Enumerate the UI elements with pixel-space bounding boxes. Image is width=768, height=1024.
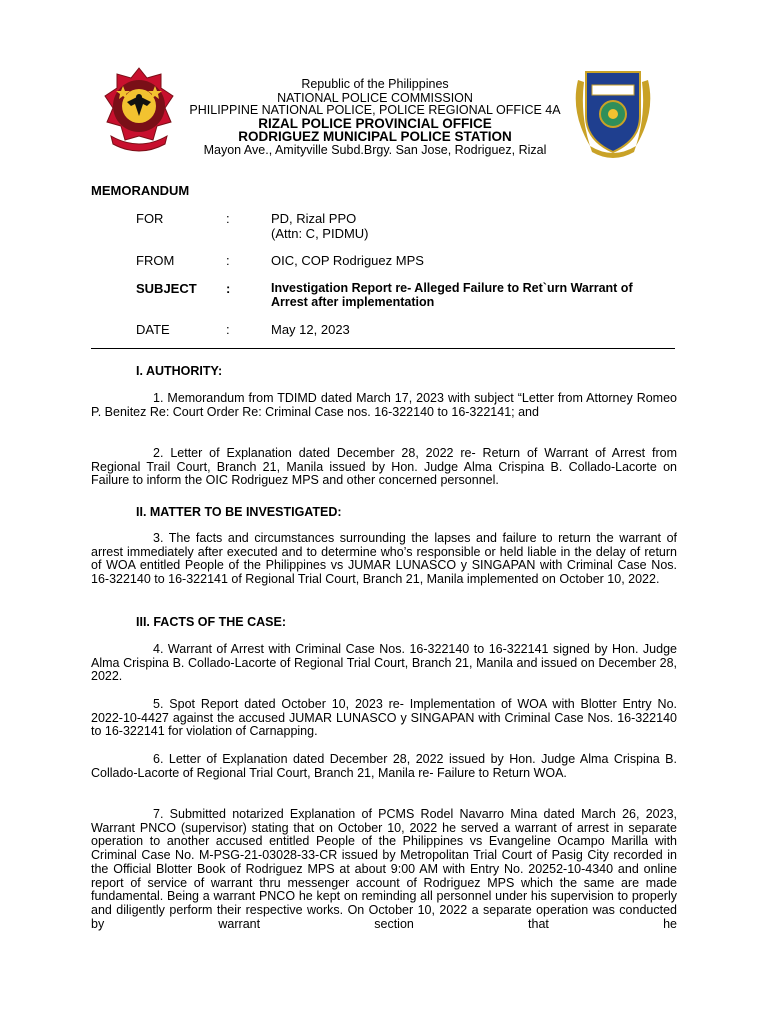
paragraph-5: 5. Spot Report dated October 10, 2023 re- Implementation of WOA with Blotter Entry No. 2022-10-4427 against the accused JUMAR LUNASCO y SINGAPAN with Criminal Case Nos. 16-322140 to 16-322141 for violation of Carnapping. bbox=[91, 697, 677, 739]
for-label: FOR bbox=[136, 211, 164, 226]
for-value-1: PD, Rizal PPO bbox=[271, 211, 357, 226]
date-value: May 12, 2023 bbox=[271, 322, 350, 337]
paragraph-3: 3. The facts and circumstances surrounding the lapses and failure to return the warrant of arrest immediately after executed and to determine who’s responsible or held liable in the delay of return of WOA entitled People of the Philippines vs JUMAR LUNASCO y SINGAPAN with Criminal Case Nos. 16-322140 to 16-322141 of Regional Trial Court, Branch 21, Manila implemented on October 10, 2022. bbox=[91, 531, 677, 587]
header-address: Mayon Ave., Amityville Subd.Brgy. San Jose, Rodriguez, Rizal bbox=[203, 143, 547, 157]
section-facts: III. FACTS OF THE CASE: bbox=[136, 615, 287, 629]
header-republic: Republic of the Philippines bbox=[301, 77, 449, 91]
header-pnp-regional: PHILIPPINE NATIONAL POLICE, POLICE REGIONAL OFFICE 4A bbox=[189, 103, 561, 117]
paragraph-7: 7. Submitted notarized Explanation of PCMS Rodel Navarro Mina dated March 26, 2023, Warrant PNCO (supervisor) stating that on October 10, 2022 he served a warrant of arrest in separate operation to another accused entitled People of the Philippines vs Evangeline Ocampo Marilla with Criminal Case No. M-PSG-21-03028-33-CR issued by Metropolitan Trial Court of Pasig City recorded in the Official Blotter Book of Rodriguez MPS at about 9:00 AM with Entry No. 20252-10-4340 and online report of service of warrant thru messenger account of Rodriguez MPS which the same are made fundamental. Being a warrant PNCO he kept on reminding all personnel under his supervision to properly and diligently perform their respective works. On October 10, 2022 a separate operation was conducted by warrant section that he bbox=[91, 807, 677, 931]
header-municipal-station: RODRIGUEZ MUNICIPAL POLICE STATION bbox=[238, 129, 512, 144]
for-value-2: (Attn: C, PIDMU) bbox=[271, 226, 369, 241]
subject-colon: : bbox=[226, 281, 231, 296]
from-colon: : bbox=[226, 253, 230, 268]
from-label: FROM bbox=[136, 253, 175, 268]
subject-value-2: Arrest after implementation bbox=[271, 295, 435, 309]
paragraph-1: 1. Memorandum from TDIMD dated March 17, 2023 with subject “Letter from Attorney Romeo P. Benitez Re: Court Order Re: Criminal Case nos. 16-322140 to 16-322141; and bbox=[91, 391, 677, 419]
date-colon: : bbox=[226, 322, 230, 337]
section-matter: II. MATTER TO BE INVESTIGATED: bbox=[136, 505, 342, 519]
subject-label: SUBJECT bbox=[136, 281, 197, 296]
paragraph-6: 6. Letter of Explanation dated December 28, 2022 issued by Hon. Judge Alma Crispina B. Collado-Lacorte of Regional Trial Court, Branch 21, Manila re- Failure to Return WOA. bbox=[91, 752, 677, 780]
paragraph-2: 2. Letter of Explanation dated December 28, 2022 re- Return of Warrant of Arrest from Regional Trail Court, Branch 21, Manila issued by Hon. Judge Alma Crispina B. Collado-Lacorte on Failure to inform the OIC Rodriguez MPS and other concerned personnel. bbox=[91, 446, 677, 488]
memo-title: MEMORANDUM bbox=[91, 183, 190, 198]
header-provincial-office: RIZAL POLICE PROVINCIAL OFFICE bbox=[258, 116, 492, 131]
for-colon: : bbox=[226, 211, 230, 226]
section-authority: I. AUTHORITY: bbox=[136, 364, 223, 378]
header-napolcom: NATIONAL POLICE COMMISSION bbox=[277, 91, 473, 105]
from-value: OIC, COP Rodriguez MPS bbox=[271, 253, 424, 268]
subject-value-1: Investigation Report re- Alleged Failure to Ret`urn Warrant of bbox=[271, 281, 633, 295]
memo-divider bbox=[91, 348, 675, 349]
paragraph-4: 4. Warrant of Arrest with Criminal Case Nos. 16-322140 to 16-322141 signed by Hon. Judge Alma Crispina B. Collado-Lacorte of Regional Trial Court, Branch 21, Manila and issued on December 28, 2022. bbox=[91, 642, 677, 684]
date-label: DATE bbox=[136, 322, 170, 337]
